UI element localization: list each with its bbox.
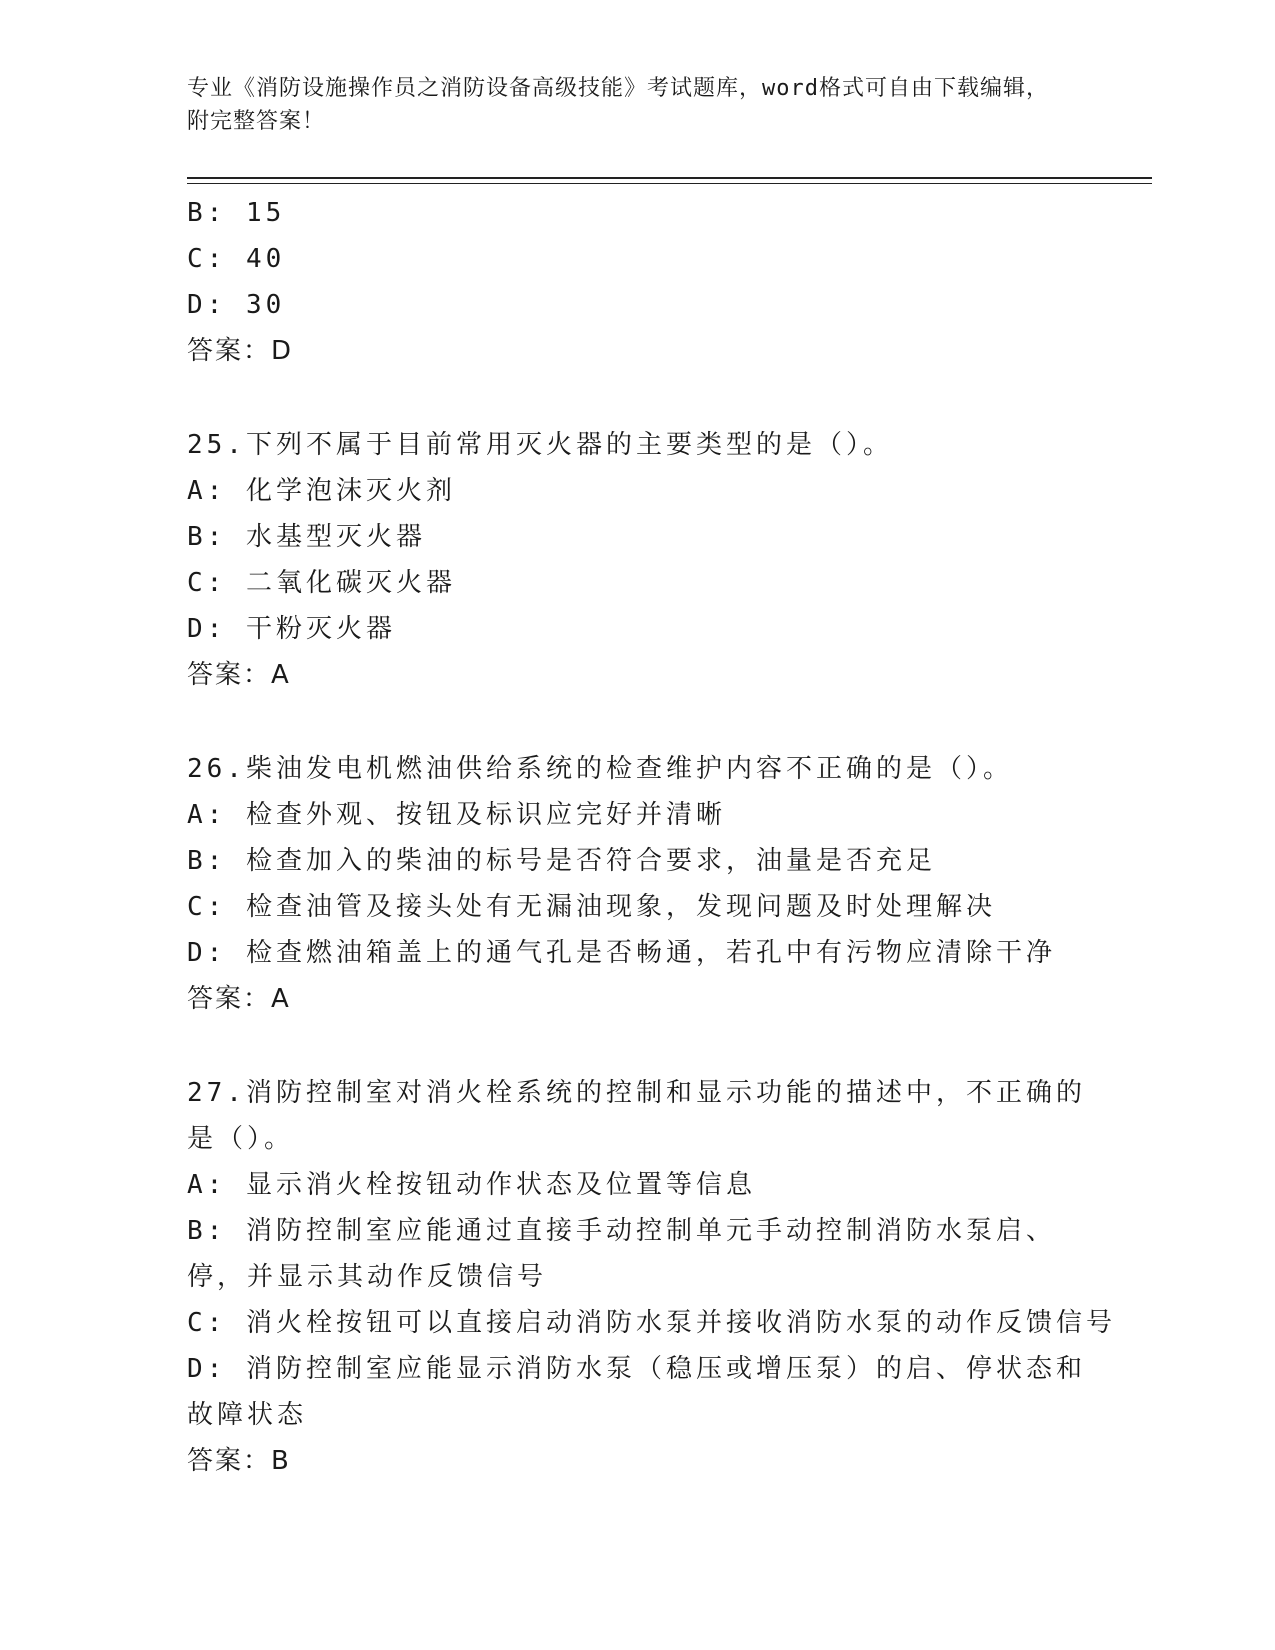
question-27 (187, 1070, 1116, 1484)
option-d: D: 30 (187, 290, 286, 320)
option-b: B: 消防控制室应能通过直接手动控制单元手动控制消防水泵启、停，并显示其动作反馈信号 (187, 1216, 1056, 1292)
question-list (187, 190, 1116, 1484)
question-25 (187, 422, 1087, 698)
question-26 (187, 746, 1087, 1022)
option-c: C: 检查油管及接头处有无漏油现象，发现问题及时处理解决 (187, 892, 996, 922)
option-b: B: 15 (187, 198, 286, 228)
option-d: D: 检查燃油箱盖上的通气孔是否畅通，若孔中有污物应清除干净 (187, 938, 1056, 968)
previous-question-tail (187, 190, 1087, 374)
header-rule-thin (187, 183, 1152, 184)
answer-line: 答案：B (187, 1446, 291, 1476)
header-rule-thick (187, 177, 1152, 179)
answer-line: 答案：A (187, 660, 291, 690)
option-d: D: 干粉灭火器 (187, 614, 396, 644)
question-text: 25.下列不属于目前常用灭火器的主要类型的是（）。 (187, 430, 893, 460)
answer-line: 答案：A (187, 984, 291, 1014)
option-c: C: 二氧化碳灭火器 (187, 568, 456, 598)
document-header: 专业《消防设施操作员之消防设备高级技能》考试题库，word格式可自由下载编辑，附完整答案！ (187, 76, 1049, 134)
question-text: 27.消防控制室对消火栓系统的控制和显示功能的描述中，不正确的是（）。 (187, 1078, 1086, 1154)
answer-line: 答案：D (187, 336, 294, 366)
option-c: C: 40 (187, 244, 286, 274)
option-a: A: 检查外观、按钮及标识应完好并清晰 (187, 800, 726, 830)
option-b: B: 检查加入的柴油的标号是否符合要求，油量是否充足 (187, 846, 936, 876)
option-c: C: 消火栓按钮可以直接启动消防水泵并接收消防水泵的动作反馈信号 (187, 1308, 1116, 1338)
question-text: 26.柴油发电机燃油供给系统的检查维护内容不正确的是（）。 (187, 754, 1013, 784)
option-b: B: 水基型灭火器 (187, 522, 426, 552)
option-d: D: 消防控制室应能显示消防水泵（稳压或增压泵）的启、停状态和故障状态 (187, 1354, 1086, 1430)
option-a: A: 化学泡沫灭火剂 (187, 476, 456, 506)
option-a: A: 显示消火栓按钮动作状态及位置等信息 (187, 1170, 756, 1200)
